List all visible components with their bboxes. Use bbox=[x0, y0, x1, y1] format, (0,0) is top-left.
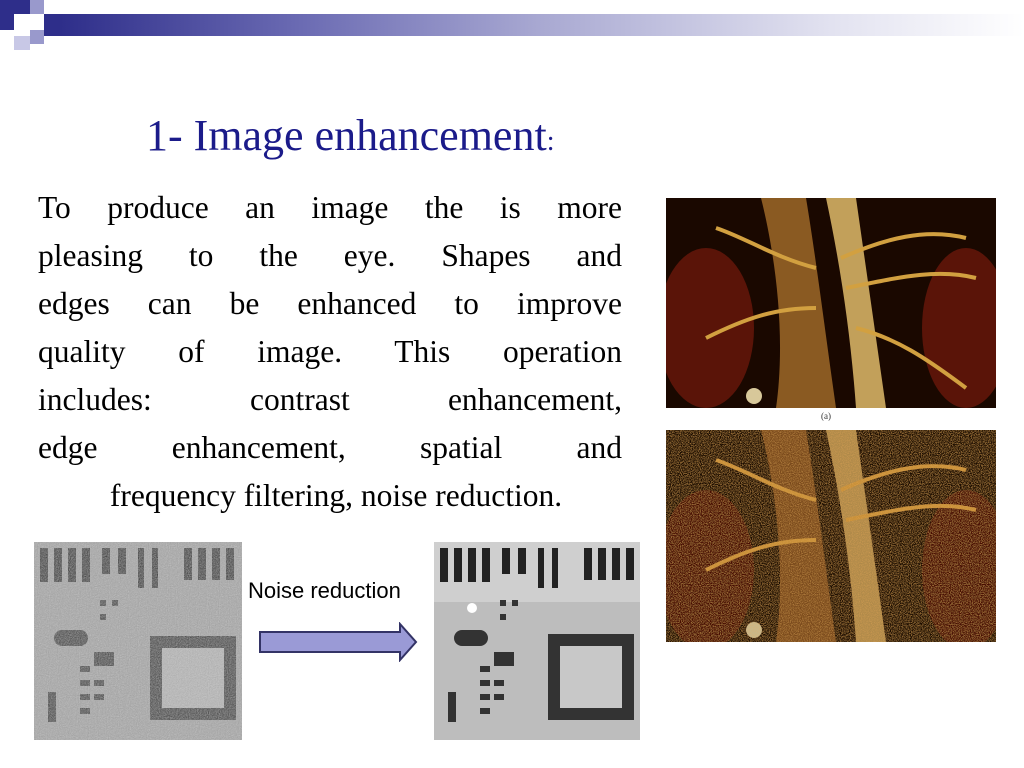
paragraph-line: includes: contrast enhancement, bbox=[38, 382, 622, 417]
top-banner bbox=[0, 0, 1024, 60]
slide-title bbox=[146, 112, 554, 160]
vascular-render-top-image bbox=[666, 198, 996, 408]
banner-square bbox=[30, 30, 44, 44]
paragraph-line: edges can be enhanced to improve bbox=[38, 286, 622, 321]
noisy-board-image bbox=[34, 542, 242, 740]
paragraph-line: To produce an image the is more bbox=[38, 190, 622, 225]
banner-square bbox=[14, 36, 30, 50]
right-arrow-icon bbox=[258, 622, 420, 662]
paragraph-line: pleasing to the eye. Shapes and bbox=[38, 238, 622, 273]
paragraph-line: frequency filtering, noise reduction. bbox=[109, 478, 563, 513]
noise-reduction-label: Noise reduction bbox=[248, 578, 401, 603]
paragraph-line: edge enhancement, spatial and bbox=[38, 430, 622, 465]
banner-gradient-band bbox=[60, 14, 1024, 36]
vascular-render-bottom-image bbox=[666, 430, 996, 642]
clean-board-image bbox=[434, 542, 640, 740]
slide-title-text: 1- Image enhancement bbox=[146, 111, 547, 160]
figure-caption: (a) bbox=[821, 411, 831, 421]
banner-square bbox=[44, 14, 60, 36]
slide-title-colon: : bbox=[546, 126, 555, 157]
banner-square bbox=[14, 14, 30, 30]
body-paragraph bbox=[38, 184, 622, 520]
banner-square bbox=[30, 0, 44, 14]
paragraph-line: quality of image. This operation bbox=[38, 334, 622, 369]
